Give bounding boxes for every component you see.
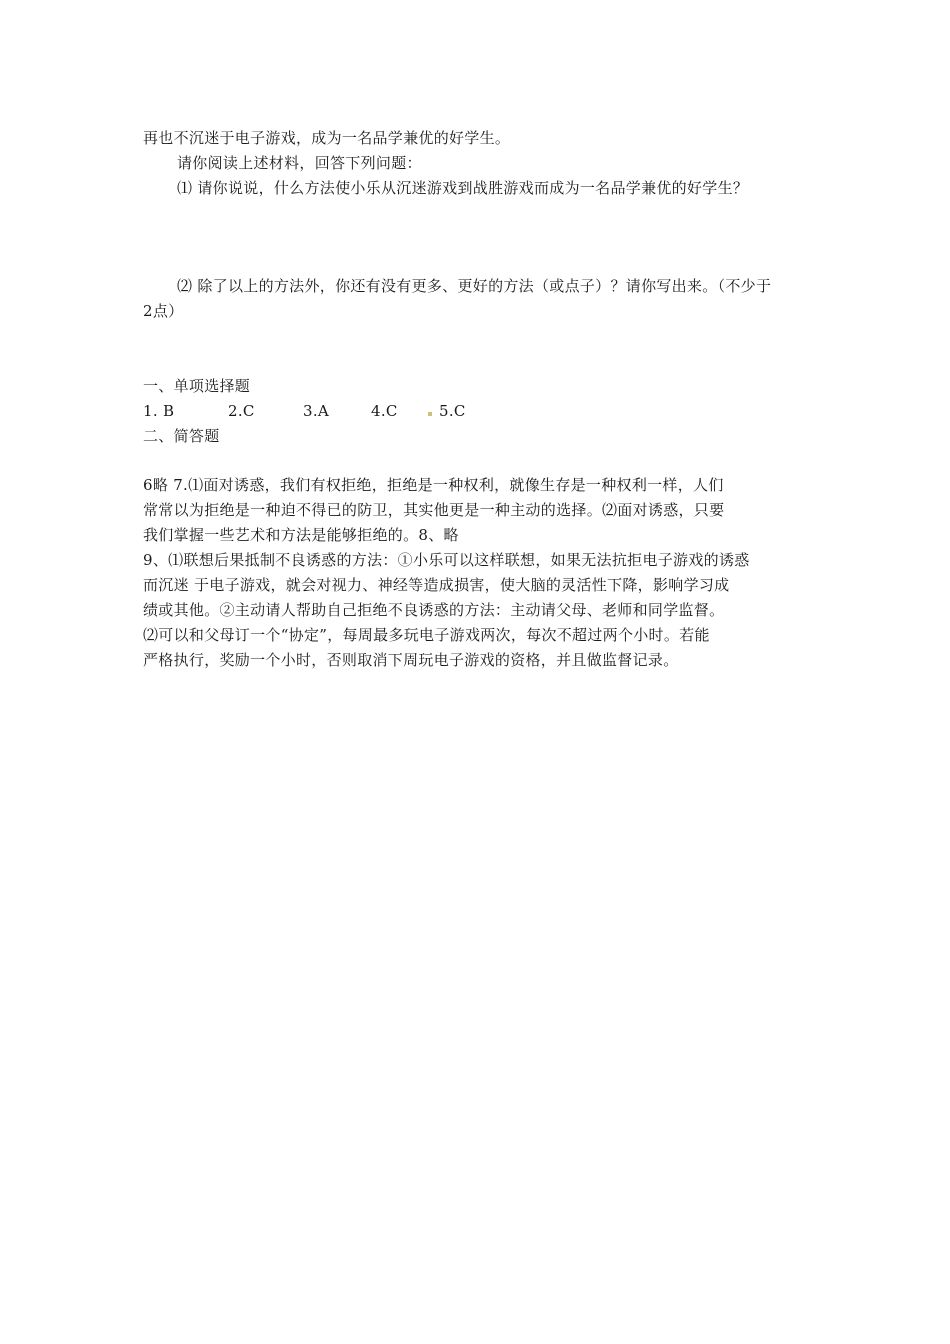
answer-line-3: 我们掌握一些艺术和方法是能够拒绝的。8、略 — [143, 526, 459, 544]
answer-line-6: 绩或其他。②主动请人帮助自己拒绝不良诱惑的方法：主动请父母、老师和同学监督。 — [143, 601, 725, 619]
mc-answer-4: 4.C — [371, 402, 398, 420]
mc-answer-2: 2.C — [228, 402, 255, 420]
mc-answer-1: 1. B — [143, 402, 175, 420]
mc-answers-row — [143, 401, 466, 421]
reading-instruction: 请你阅读上述材料，回答下列问题： — [177, 154, 422, 172]
question-2-line-1: ⑵ 除了以上的方法外，你还有没有更多、更好的方法（或点子）？请你写出来。（不少于 — [177, 277, 772, 295]
question-1: ⑴ 请你说说，什么方法使小乐从沉迷游戏到战胜游戏而成为一名品学兼优的好学生？ — [177, 179, 749, 197]
answer-line-4: 9、⑴联想后果抵制不良诱惑的方法：①小乐可以这样联想，如果无法抗拒电子游戏的诱惑 — [143, 551, 750, 569]
section-2-title: 二、简答题 — [143, 427, 220, 445]
answer-line-8: 严格执行，奖励一个小时，否则取消下周玩电子游戏的资格，并且做监督记录。 — [143, 651, 679, 669]
answer-line-5: 而沉迷 于电子游戏，就会对视力、神经等造成损害，使大脑的灵活性下降，影响学习成 — [143, 576, 730, 594]
section-1-title: 一、单项选择题 — [143, 377, 251, 395]
answer-line-1: 6略 7.⑴面对诱惑，我们有权拒绝，拒绝是一种权利，就像生存是一种权利一样，人们 — [143, 476, 724, 494]
answer-line-2: 常常以为拒绝是一种迫不得已的防卫，其实他更是一种主动的选择。⑵面对诱惑，只要 — [143, 501, 725, 519]
question-2-line-2: 2点） — [143, 302, 184, 320]
scan-mark — [428, 412, 432, 416]
mc-answer-3: 3.A — [303, 402, 330, 420]
answer-line-7: ⑵可以和父母订一个“协定”，每周最多玩电子游戏两次，每次不超过两个小时。若能 — [143, 626, 710, 644]
passage-continuation: 再也不沉迷于电子游戏，成为一名品学兼优的好学生。 — [143, 129, 511, 147]
mc-answer-5: 5.C — [439, 402, 466, 420]
